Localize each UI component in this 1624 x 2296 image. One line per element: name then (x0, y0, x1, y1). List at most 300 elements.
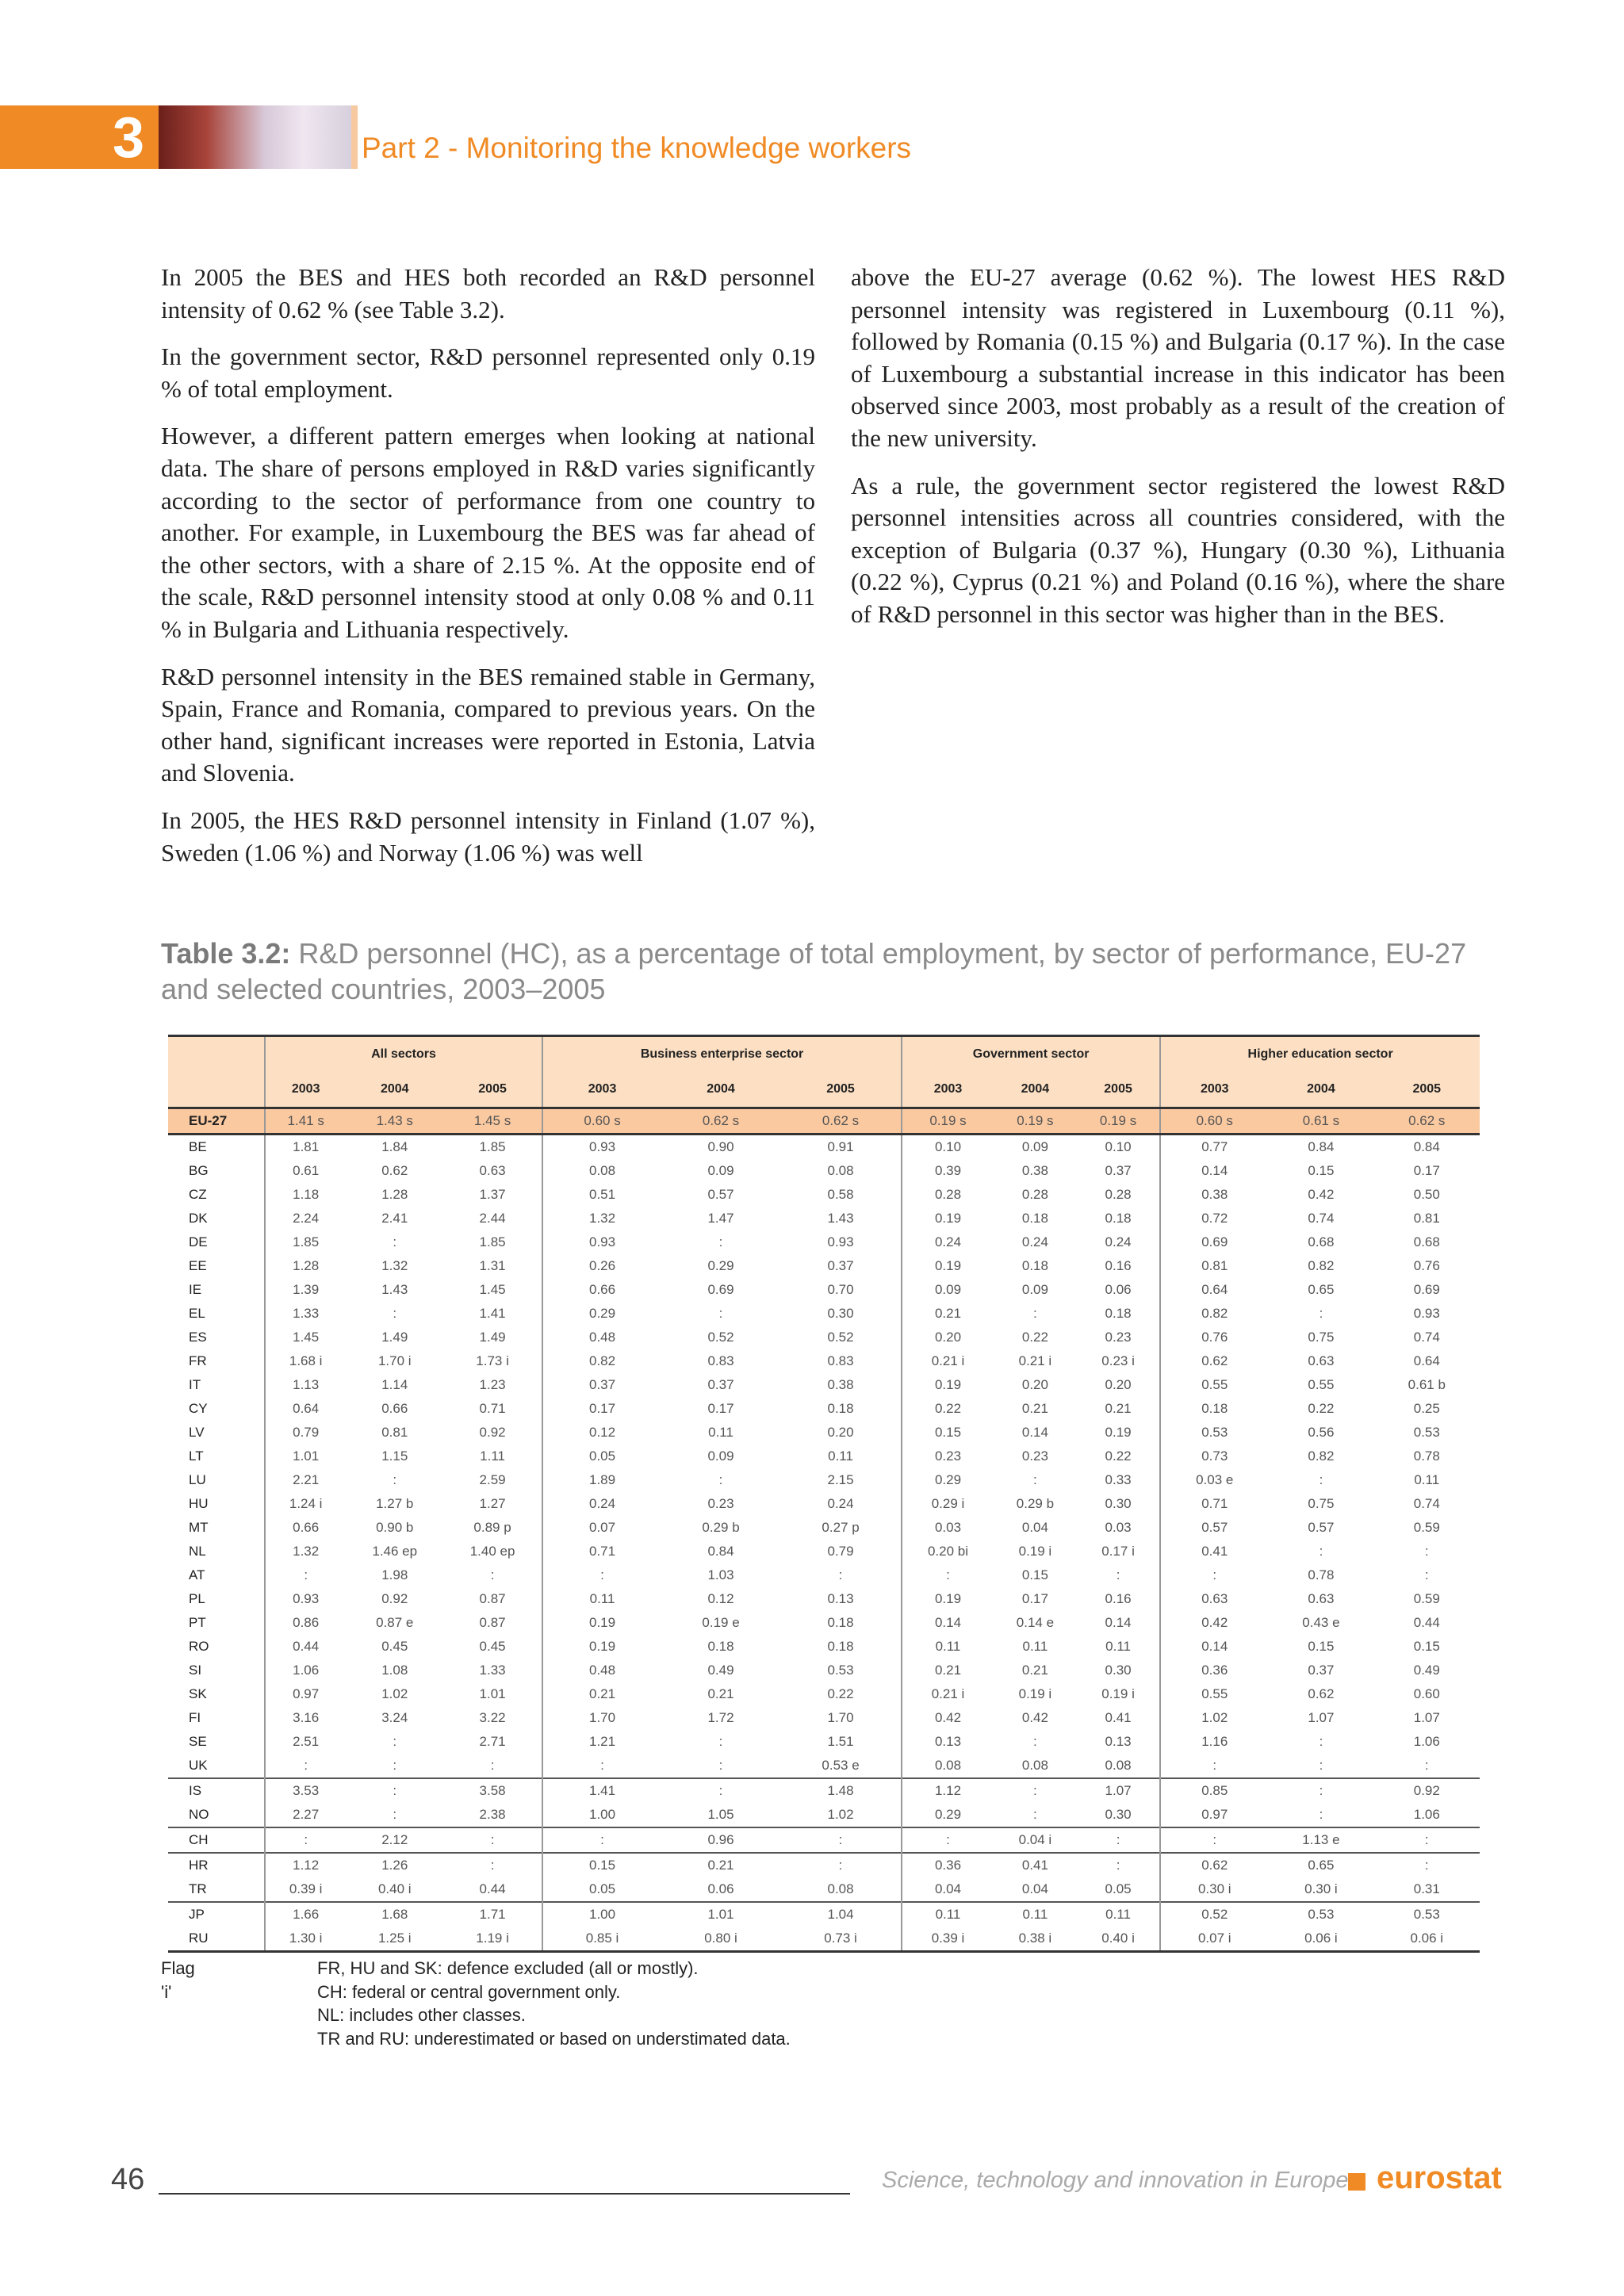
table-cell: 1.06 (1413, 1807, 1440, 1822)
table-cell: 0.10 (902, 1135, 994, 1160)
note-line: CH: federal or central government only. (317, 1981, 621, 2002)
table-cell: 0.24 (827, 1496, 854, 1511)
paragraph: In 2005, the HES R&D personnel intensity in Finland (1.07 %), Sweden (1.06 %) and Norway (1.06 %) was well (161, 806, 815, 867)
table-cell: 0.68 (1308, 1234, 1335, 1249)
table-row (168, 1754, 1480, 1778)
eurostat-logo-square-icon (1348, 2173, 1365, 2191)
table-cell: 1.01 (661, 1902, 780, 1927)
table-cell: 0.82 (542, 1349, 661, 1373)
table-cell: : (393, 1807, 397, 1822)
table-cell: 1.07 (1413, 1710, 1440, 1725)
table-cell: 0.66 (265, 1516, 346, 1540)
table-cell: 1.51 (827, 1734, 854, 1749)
table-cell: 1.85 (265, 1230, 346, 1254)
table-cell: 0.11 (1105, 1639, 1131, 1654)
table-row (168, 1135, 1480, 1160)
table-cell: 0.30 (1105, 1663, 1132, 1678)
table-cell: 0.86 (265, 1611, 346, 1635)
table-cell: : (1319, 1306, 1323, 1321)
country-code: SK (189, 1686, 207, 1701)
table-cell: 0.21 (902, 1302, 994, 1326)
table-row (168, 1373, 1480, 1397)
table-cell: 0.22 (1105, 1448, 1132, 1464)
table-cell: 0.14 (902, 1611, 994, 1635)
table-cell: 0.55 (1308, 1377, 1335, 1392)
country-code: CZ (189, 1187, 207, 1202)
table-cell: 0.09 (1021, 1282, 1048, 1297)
table-cell: 1.81 (265, 1135, 346, 1160)
table-row (168, 1349, 1480, 1373)
table-cell: : (718, 1758, 723, 1773)
table-cell: 0.92 (381, 1591, 408, 1606)
table-cell: 0.04 (1021, 1520, 1048, 1535)
table-cell: 1.01 (479, 1686, 506, 1701)
country-code: CH (168, 1827, 265, 1853)
table-cell: 0.81 (381, 1425, 408, 1440)
table-cell: : (542, 1827, 661, 1853)
table-cell: : (1033, 1734, 1037, 1749)
table-cell: 0.48 (542, 1326, 661, 1349)
table-cell: 0.30 i (1160, 1877, 1268, 1902)
country-code: SE (189, 1734, 207, 1749)
table-cell: 0.24 (1105, 1234, 1132, 1249)
country-code: HU (189, 1496, 209, 1511)
paragraph: above the EU-27 average (0.62 %). The lowest HES R&D personnel intensity was registered in Luxembourg (0.11 %), followed by Romania (0.15 %) and Bulgaria (0.17 %). In the case of Luxembourg a substantial increase in this indicator has been observed since 2003, most probably as a result of the creation of the new university. (851, 263, 1505, 452)
table-cell: 1.46 ep (372, 1544, 418, 1559)
table-cell: 0.04 (902, 1877, 994, 1902)
year-header: 2003 (542, 1072, 661, 1108)
table-cell: 0.62 s (661, 1108, 780, 1135)
table-cell: 1.32 (265, 1540, 346, 1563)
table-cell: 0.85 (1160, 1778, 1268, 1803)
table-cell: 0.20 (1105, 1377, 1132, 1392)
table-cell: 0.41 (994, 1853, 1077, 1877)
table-row (168, 1278, 1480, 1302)
table-cell: 0.49 (1413, 1663, 1440, 1678)
table-cell: 0.45 (479, 1639, 506, 1654)
table-cell: 0.58 (827, 1187, 854, 1202)
table-cell: 0.39 i (902, 1927, 994, 1952)
table-cell: 0.18 (827, 1615, 854, 1630)
paragraph: In 2005 the BES and HES both recorded an R&D personnel intensity of 0.62 % (see Table 3.2). (161, 263, 815, 323)
table-cell: 0.22 (1021, 1330, 1048, 1345)
table-cell: 0.29 i (902, 1492, 994, 1516)
table-cell: 0.05 (1105, 1881, 1132, 1896)
table-cell: 0.20 (827, 1425, 854, 1440)
table-cell: : (661, 1778, 780, 1803)
table-cell: 0.09 (1021, 1139, 1048, 1154)
table-cell: 1.37 (479, 1187, 506, 1202)
table-cell: 3.58 (443, 1778, 542, 1803)
table-cell: : (346, 1778, 443, 1803)
table-cell: 2.12 (346, 1827, 443, 1853)
table-cell: 1.02 (381, 1686, 408, 1701)
table-cell: 0.13 (827, 1591, 854, 1606)
table-cell: 0.26 (542, 1254, 661, 1278)
table-label: Table 3.2: (161, 937, 291, 970)
country-code: FI (189, 1710, 201, 1725)
table-cell: 1.02 (827, 1807, 854, 1822)
country-code: LT (189, 1448, 204, 1464)
table-cell: : (1160, 1827, 1268, 1853)
table-cell: 0.16 (1105, 1591, 1132, 1606)
table-cell: : (1424, 1758, 1429, 1773)
table-row (168, 1803, 1480, 1827)
table-cell: : (718, 1734, 723, 1749)
country-code: DK (189, 1211, 208, 1226)
table-cell: 0.20 bi (902, 1540, 994, 1563)
country-code: AT (189, 1567, 205, 1582)
table-cell: 0.71 (1160, 1492, 1268, 1516)
table-cell: 0.29 (542, 1302, 661, 1326)
table-cell: : (265, 1563, 346, 1587)
table-cell: 0.31 (1413, 1881, 1440, 1896)
table-cell: 0.06 i (1410, 1931, 1444, 1946)
table-row (168, 1207, 1480, 1230)
table-cell: 0.49 (707, 1663, 734, 1678)
table-row (168, 1445, 1480, 1468)
table-cell: 1.03 (707, 1567, 734, 1582)
table-cell: 1.49 (479, 1330, 506, 1345)
table-cell: : (718, 1234, 723, 1249)
table-cell: 0.63 (1160, 1587, 1268, 1611)
table-cell: 0.37 (827, 1258, 854, 1273)
year-header: 2005 (780, 1072, 902, 1108)
table-cell: : (393, 1472, 397, 1487)
table-cell: 0.93 (827, 1234, 854, 1249)
table-cell: 0.62 (381, 1163, 408, 1178)
corner-cell (168, 1036, 265, 1073)
note-line: FR, HU and SK: defence excluded (all or mostly). (317, 1958, 699, 1978)
table-cell: 1.71 (443, 1902, 542, 1927)
table-cell: 0.11 (708, 1425, 733, 1440)
table-cell: : (1268, 1778, 1373, 1803)
chapter-number: 3 (0, 105, 159, 169)
table-cell: : (1319, 1807, 1323, 1822)
table-cell: 0.55 (1160, 1373, 1268, 1397)
table-cell: 2.21 (265, 1468, 346, 1492)
table-cell: 0.28 (902, 1183, 994, 1207)
country-code: NL (189, 1544, 206, 1559)
table-cell: 0.18 (1105, 1306, 1132, 1321)
table-cell: 1.85 (479, 1139, 506, 1154)
table-cell: 0.82 (1160, 1302, 1268, 1326)
table-cell: 0.60 (1413, 1686, 1440, 1701)
table-cell: 0.14 e (1016, 1615, 1055, 1630)
table-cell: 0.61 b (1408, 1377, 1446, 1392)
table-cell: 3.22 (479, 1710, 506, 1725)
table-cell: 0.73 (1160, 1445, 1268, 1468)
table-cell: 1.72 (707, 1710, 734, 1725)
table-cell: 0.64 (1413, 1353, 1440, 1368)
table-cell: 0.61 (265, 1159, 346, 1183)
table-cell: 0.06 (707, 1881, 734, 1896)
publication-title: Science, technology and innovation in Europe (882, 2168, 1349, 2193)
table-cell: 1.13 (265, 1373, 346, 1397)
table-cell: 0.81 (1160, 1254, 1268, 1278)
table-cell: : (265, 1827, 346, 1853)
table-cell: 1.23 (479, 1377, 506, 1392)
table-cell: 1.08 (381, 1663, 408, 1678)
table-cell: 0.75 (1308, 1330, 1335, 1345)
table-cell: 0.22 (902, 1397, 994, 1421)
table-row (168, 1108, 1480, 1135)
table-cell: 0.03 e (1160, 1468, 1268, 1492)
table-cell: 0.18 (1021, 1211, 1048, 1226)
table-row (168, 1563, 1480, 1587)
table-cell: : (1116, 1567, 1120, 1582)
table-cell: 0.62 s (1374, 1108, 1480, 1135)
table-cell: 0.21 (1021, 1663, 1048, 1678)
table-cell: 0.21 (902, 1659, 994, 1682)
country-code: PT (189, 1615, 206, 1630)
footer-rule (159, 2193, 850, 2195)
table-cell: : (393, 1234, 397, 1249)
table-cell: 0.62 (1160, 1349, 1268, 1373)
table-cell: 0.81 (1413, 1211, 1440, 1226)
table-cell: 0.51 (542, 1183, 661, 1207)
table-cell: 0.29 (707, 1258, 734, 1273)
table-cell: 0.60 s (1160, 1108, 1268, 1135)
table-cell: 0.19 (542, 1635, 661, 1659)
table-row (168, 1159, 1480, 1183)
table-cell: 1.01 (265, 1445, 346, 1468)
country-code: RO (189, 1639, 209, 1654)
table-cell: 0.53 (1413, 1425, 1440, 1440)
table-cell: 1.66 (265, 1902, 346, 1927)
table-cell: 1.47 (707, 1211, 734, 1226)
table-row (168, 1827, 1480, 1853)
country-code: HR (168, 1853, 265, 1877)
table-row (168, 1902, 1480, 1927)
table-cell: 0.19 i (1101, 1686, 1135, 1701)
table-cell: : (1033, 1306, 1037, 1321)
table-cell: 0.19 s (1077, 1108, 1160, 1135)
table-cell: 0.40 i (377, 1881, 412, 1896)
table-cell: : (1077, 1827, 1160, 1853)
table-cell: 1.49 (381, 1330, 408, 1345)
table-cell: 0.78 (1308, 1567, 1335, 1582)
table-cell: 0.39 (902, 1159, 994, 1183)
table-cell: 0.21 i (902, 1349, 994, 1373)
table-cell: 0.15 (1021, 1567, 1048, 1582)
table-cell: 0.19 (542, 1611, 661, 1635)
country-code: NO (189, 1807, 209, 1822)
table-cell: 0.18 (1021, 1258, 1048, 1273)
table-cell: : (1424, 1567, 1429, 1582)
table-cell: 1.26 (346, 1853, 443, 1877)
table-cell: 2.51 (265, 1730, 346, 1754)
table-cell: 1.45 (265, 1326, 346, 1349)
table-cell: 0.19 i (1018, 1686, 1052, 1701)
table-cell: 0.19 (902, 1373, 994, 1397)
table-cell: 0.40 i (1101, 1931, 1135, 1946)
table-cell: 0.60 s (542, 1108, 661, 1135)
table-cell: 1.07 (1077, 1778, 1160, 1803)
table-cell: 0.23 i (1101, 1353, 1135, 1368)
table-cell: 0.23 (1105, 1330, 1132, 1345)
table-cell: : (838, 1567, 843, 1582)
table-cell: : (1319, 1758, 1323, 1773)
table-cell: : (1160, 1563, 1268, 1587)
table-cell: : (994, 1778, 1077, 1803)
table-cell: : (718, 1472, 723, 1487)
table-row (168, 1853, 1480, 1877)
table-cell: 0.44 (479, 1881, 506, 1896)
table-cell: 0.29 (902, 1468, 994, 1492)
table-cell: 0.97 (1160, 1803, 1268, 1827)
year-header: 2005 (1374, 1072, 1480, 1108)
table-cell: 1.39 (265, 1278, 346, 1302)
country-code: IS (168, 1778, 265, 1803)
table-cell: 0.30 (1105, 1496, 1132, 1511)
table-cell: 0.73 i (824, 1931, 857, 1946)
table-cell: : (718, 1306, 723, 1321)
table-cell: 0.74 (1308, 1211, 1335, 1226)
table-cell: : (1033, 1472, 1037, 1487)
table-cell: 0.11 (828, 1448, 853, 1464)
table-cell: 0.45 (381, 1639, 408, 1654)
table-cell: 1.70 i (377, 1353, 412, 1368)
table-cell: 0.42 (902, 1706, 994, 1730)
table-cell: 0.79 (265, 1421, 346, 1445)
table-cell: 0.89 p (473, 1520, 511, 1535)
table-cell: 1.28 (381, 1187, 408, 1202)
table-cell: : (542, 1563, 661, 1587)
table-cell: 0.53 (1374, 1902, 1480, 1927)
table-row (168, 1877, 1480, 1902)
table-cell: 0.19 s (902, 1108, 994, 1135)
note-line: TR and RU: underestimated or based on understimated data. (317, 2028, 791, 2049)
table-cell: 0.44 (265, 1635, 346, 1659)
table-cell: 0.36 (1160, 1659, 1268, 1682)
table-row (168, 1492, 1480, 1516)
table-cell: 0.69 (707, 1282, 734, 1297)
table-row (168, 1927, 1480, 1952)
table-row (168, 1587, 1480, 1611)
table-cell: 0.05 (542, 1877, 661, 1902)
data-table (168, 1035, 1480, 1953)
table-cell: 1.05 (707, 1807, 734, 1822)
year-header: 2004 (1268, 1072, 1373, 1108)
table-cell: 0.80 i (704, 1931, 737, 1946)
table-cell: 0.23 (902, 1445, 994, 1468)
table-cell: 0.82 (1308, 1258, 1335, 1273)
table-cell: 0.42 (1160, 1611, 1268, 1635)
table-cell: 0.65 (1268, 1853, 1373, 1877)
table-cell: 0.70 (827, 1282, 854, 1297)
table-year-header-row (168, 1072, 1480, 1108)
chapter-title: Part 2 - Monitoring the knowledge workers (362, 132, 912, 164)
year-header: 2003 (902, 1072, 994, 1108)
year-header: 2004 (994, 1072, 1077, 1108)
table-cell: 0.92 (1374, 1778, 1480, 1803)
table-cell: : (1319, 1734, 1323, 1749)
table-row (168, 1326, 1480, 1349)
table-cell: 1.32 (381, 1258, 408, 1273)
table-cell: 0.30 (1105, 1807, 1132, 1822)
table-cell: 0.13 (902, 1730, 994, 1754)
country-code: TR (189, 1881, 207, 1896)
table-cell: 0.15 (1308, 1163, 1335, 1178)
table-cell: : (780, 1853, 902, 1877)
country-code: ES (189, 1330, 207, 1345)
country-code: PL (189, 1591, 205, 1606)
table-cell: 1.68 (346, 1902, 443, 1927)
table-cell: 0.14 (1160, 1159, 1268, 1183)
table-cell: 0.11 (994, 1902, 1077, 1927)
table-cell: : (1319, 1472, 1323, 1487)
country-code: JP (168, 1902, 265, 1927)
group-header: Government sector (902, 1036, 1160, 1073)
table-cell: 2.44 (479, 1211, 506, 1226)
table-cell: 0.08 (827, 1163, 854, 1178)
table-cell: : (902, 1563, 994, 1587)
table-row (168, 1230, 1480, 1254)
table-cell: 1.15 (381, 1448, 408, 1464)
group-header: All sectors (265, 1036, 542, 1073)
table-cell: 0.38 i (1018, 1931, 1052, 1946)
table-cell: 0.15 (902, 1421, 994, 1445)
table-cell: 0.37 (707, 1377, 734, 1392)
table-cell: 0.93 (265, 1587, 346, 1611)
group-header: Business enterprise sector (542, 1036, 902, 1073)
table-cell: 1.43 (827, 1211, 854, 1226)
table-cell: : (1077, 1853, 1160, 1877)
table-cell: 0.38 (1160, 1183, 1268, 1207)
table-cell: 0.55 (1160, 1682, 1268, 1706)
table-cell: 0.84 (1413, 1139, 1440, 1154)
table-cell: 0.53 e (822, 1758, 860, 1773)
table-cell: : (265, 1754, 346, 1778)
table-cell: 0.20 (1021, 1377, 1048, 1392)
table-cell: 0.11 (1022, 1639, 1048, 1654)
table-cell: 0.12 (707, 1591, 734, 1606)
table-cell: 1.45 (479, 1282, 506, 1297)
table-cell: 0.83 (707, 1353, 734, 1368)
table-cell: 0.20 (902, 1326, 994, 1349)
paragraph: R&D personnel intensity in the BES remained stable in Germany, Spain, France and Romania, compared to previous years. On the other hand, significant increases were reported in Estonia, Latvia and Slovenia. (161, 662, 815, 787)
table-cell: 0.17 (542, 1397, 661, 1421)
page-number: 46 (111, 2163, 145, 2196)
table-cell: 0.25 (1413, 1401, 1440, 1416)
table-cell: 0.16 (1105, 1258, 1132, 1273)
table-cell: 1.19 i (476, 1931, 509, 1946)
table-row (168, 1611, 1480, 1635)
table-row (168, 1706, 1480, 1730)
table-cell: 0.19 i (1018, 1544, 1052, 1559)
year-header: 2004 (661, 1072, 780, 1108)
table-cell: 0.33 (1105, 1472, 1132, 1487)
table-cell: 0.52 (707, 1330, 734, 1345)
table-cell: 2.59 (479, 1472, 506, 1487)
table-cell: 0.18 (827, 1401, 854, 1416)
country-code: EL (189, 1306, 205, 1321)
table-cell: 0.17 i (1101, 1544, 1135, 1559)
table-cell: 0.66 (381, 1401, 408, 1416)
table-cell: : (1374, 1827, 1480, 1853)
table-cell: 0.14 (1105, 1615, 1132, 1630)
table-cell: 0.24 (542, 1492, 661, 1516)
table-row (168, 1659, 1480, 1682)
table-cell: 0.79 (827, 1544, 854, 1559)
table-cell: 0.74 (1413, 1330, 1440, 1345)
table-cell: 1.11 (480, 1448, 505, 1464)
country-code: BG (189, 1163, 209, 1178)
table-cell: 0.29 b (1016, 1496, 1055, 1511)
table-cell: 1.41 (542, 1778, 661, 1803)
table-cell: 0.27 p (822, 1520, 860, 1535)
